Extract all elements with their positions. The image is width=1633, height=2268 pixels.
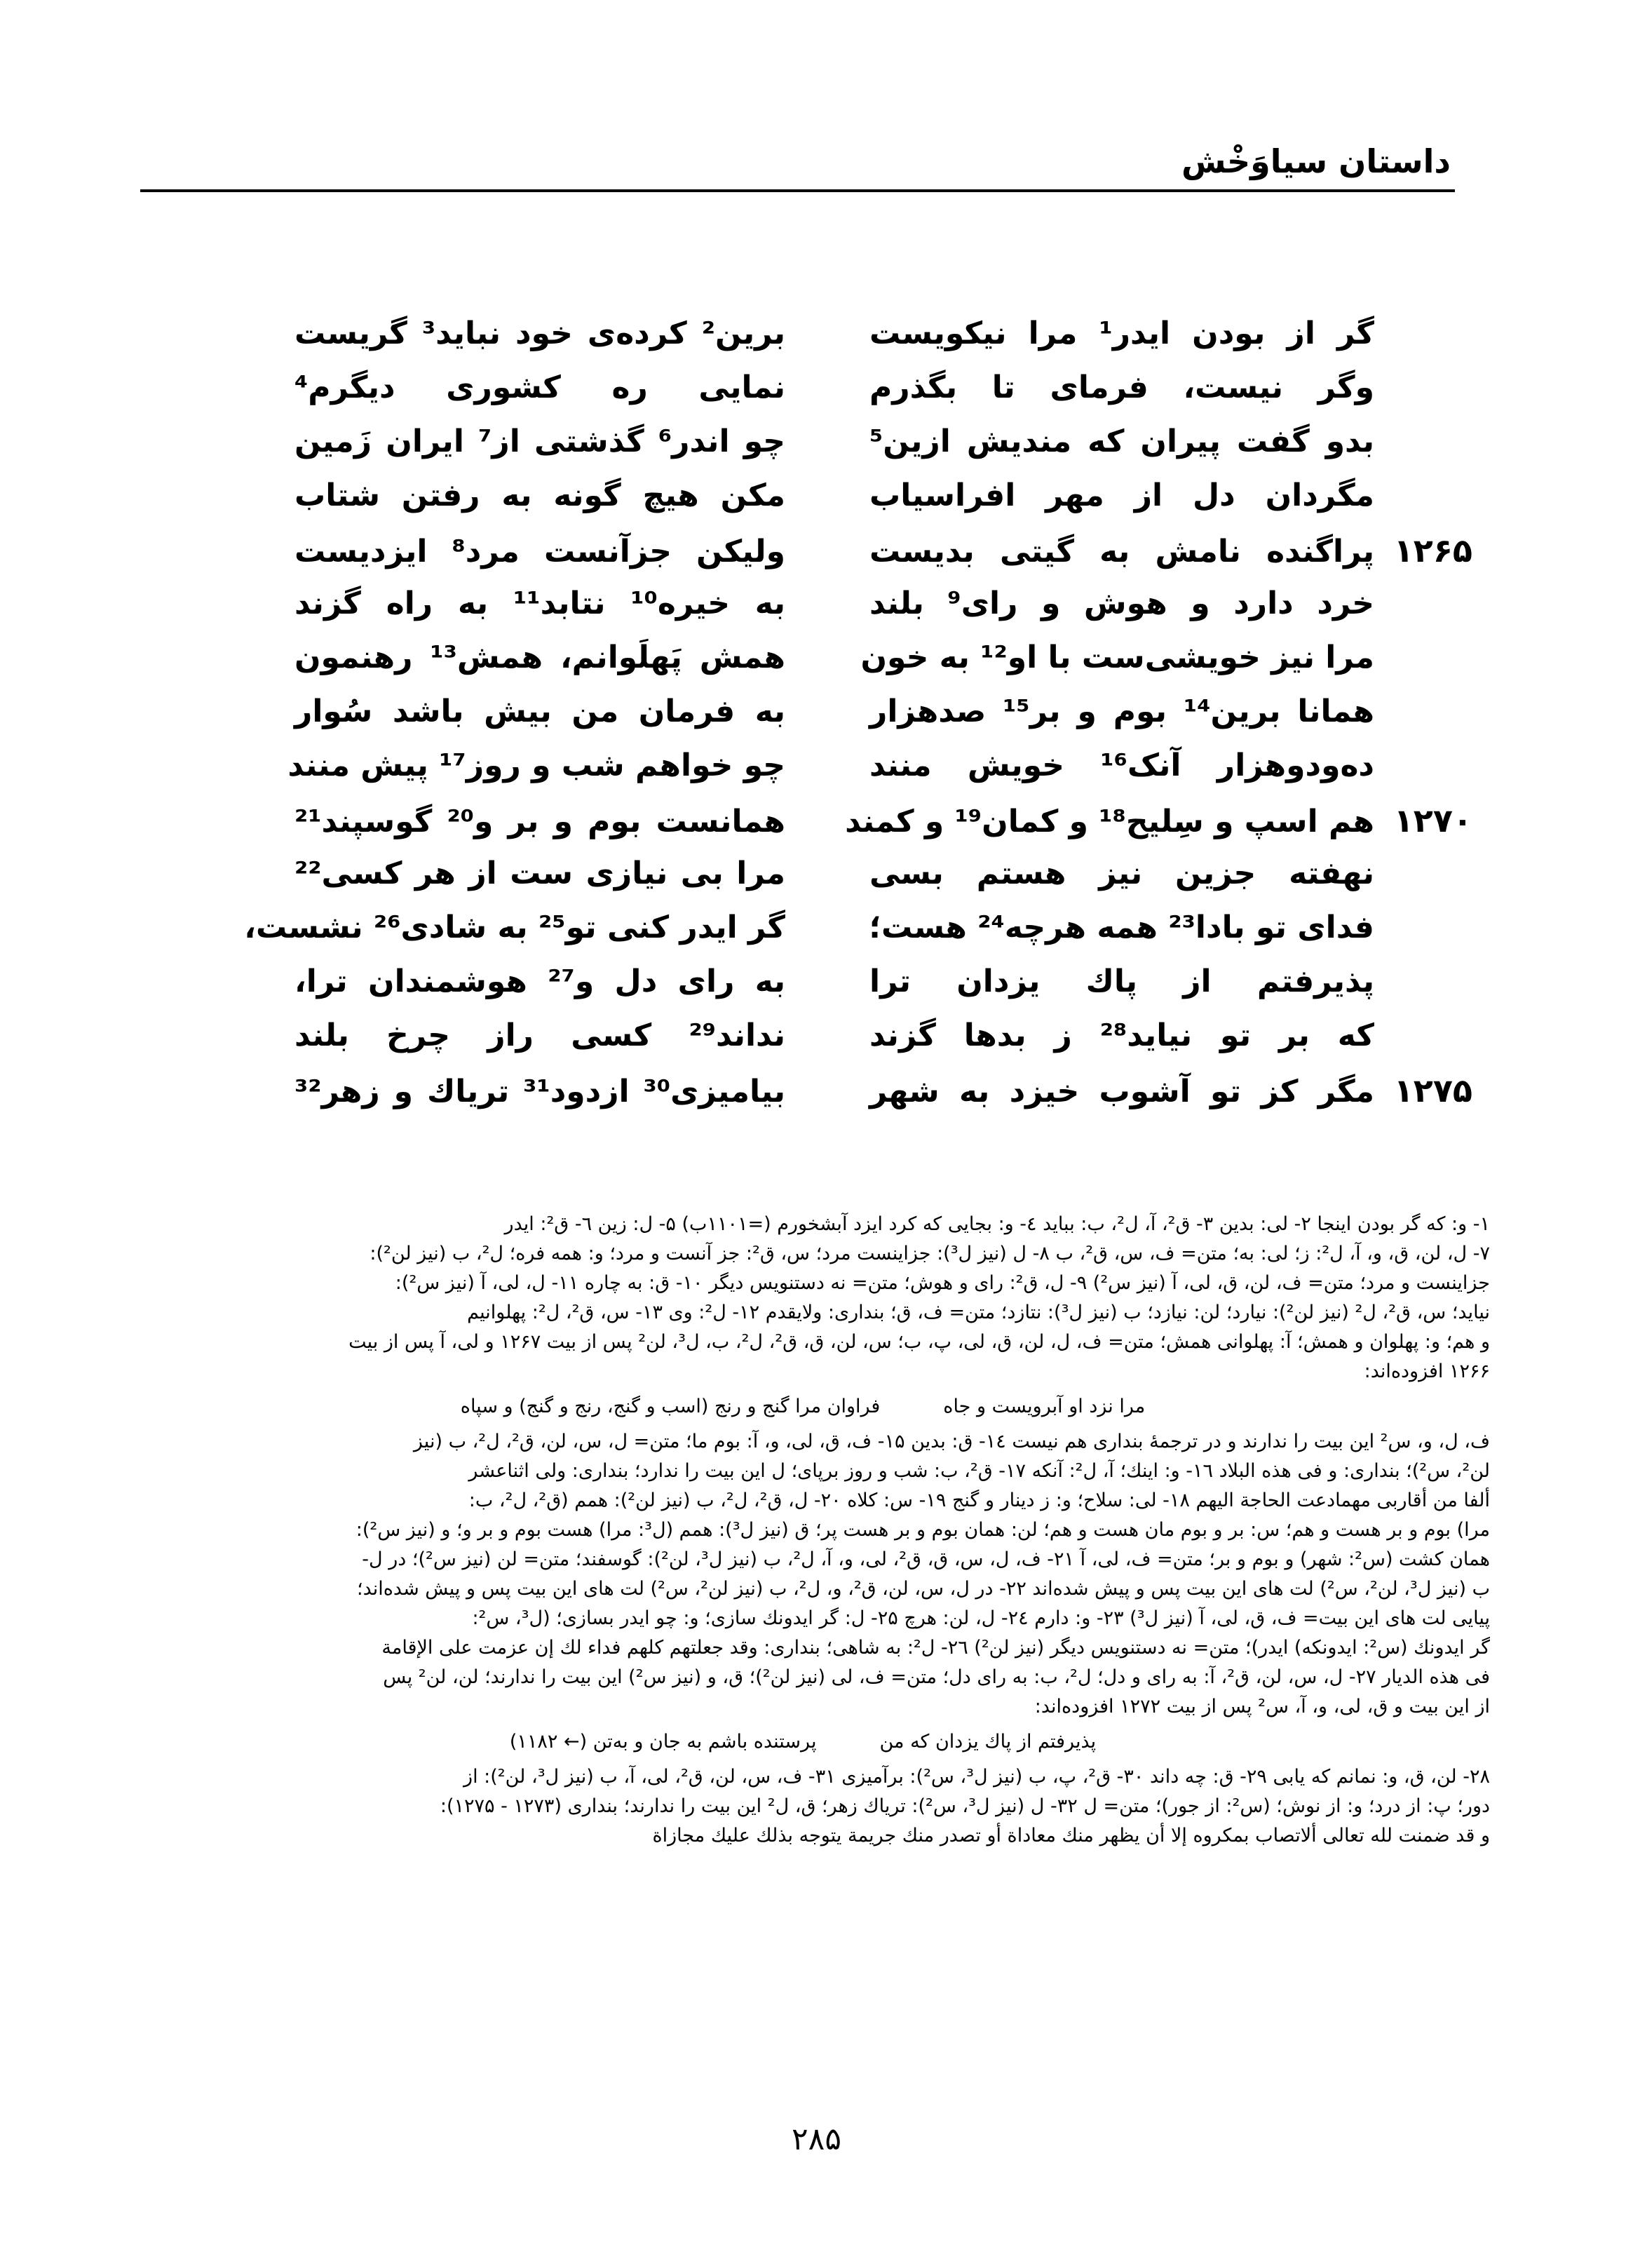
hemistich-first: پذیرفتم از پاك یزدان ترا [869,964,1374,999]
hemistich-first: فدای تو بادا²³ همه هرچه²⁴ هست؛ [869,910,1374,945]
hemistich-first: که بر تو نیاید²⁸ ز بدها گزند [869,1018,1374,1053]
hemistich-second: همانست بوم و بر و²⁰ گوسپند²¹ [294,804,785,839]
hemistich-second: چو خواهم شب و روز¹⁷ پیش منند [287,748,785,783]
bayt [210,964,1472,1018]
footnote-line: جزاینست و مرد؛ متن= ف، لن، ق، لی، آ (نیز س²) ۹- ل، ق²: رای و هوش؛ متن= نه دستنویس دیگر ۱۰- ق: به چاره ۱۱- ل، لی، آ (نیز س²): [395,1272,1490,1294]
added-verse-second: فراوان مرا گنج و رنج (اسب و گنج، رنج و گنج) و سپاه [460,1396,881,1417]
bayt-number: ۱۲۷۰ [1393,802,1472,839]
footnote-added-verse [116,1722,1490,1762]
bayt [210,640,1472,694]
hemistich-first: وگر نیست، فرمای تا بگذرم [869,370,1374,405]
footnote-line: ۱۲۶۶ افزوده‌اند: [1364,1361,1490,1382]
hemistich-first: همانا برین¹⁴ بوم و بر¹⁵ صدهزار [869,694,1374,729]
bayt [210,910,1472,964]
footnote-line: گر ایدونك (س²: ایدونکه) ایدر)؛ متن= نه دستنویس دیگر (نیز لن²) ۲٦- ل²: به شاهی؛ بنداری: وقد جعلتهم کلهم فداء لك إن عزمت علی الإقامة [381,1637,1490,1659]
hemistich-first: مگر کز تو آشوب خیزد به شهر [869,1074,1374,1109]
hemistich-first: پراگنده نامش به گیتی بدیست [869,534,1374,569]
added-verse-first: مرا نزد او آبرویست و جاه [943,1396,1146,1417]
hemistich-second: به خیره¹⁰ نتابد¹¹ به راه گزند [294,586,785,621]
bayt [210,424,1472,478]
bayt [210,478,1472,532]
hemistich-first: مرا نیز خویشی‌ست با او¹² به خون [860,640,1374,675]
bayt [210,370,1472,424]
bayt [210,856,1472,910]
hemistich-first: ده‌ودوهزار آنک¹⁶ خویش منند [869,748,1374,783]
bayt [210,586,1472,640]
footnote-line: پیایی لت های این بیت= ف، ق، لی، آ (نیز ل³) ۲۳- و: دارم ۲٤- ل، لن: هرچ ۲۵- ل: گر ایدونك سازی؛ و: چو ایدر بسازی؛ (ل³، س²: [472,1607,1490,1629]
hemistich-second: به رای دل و²⁷ هوشمندان ترا، [294,964,785,999]
bayt [210,748,1472,802]
hemistich-first: گر از بودن ایدر¹ مرا نیکویست [869,316,1374,351]
bayt [210,802,1472,856]
running-header [140,140,1455,182]
hemistich-first: خرد دارد و هوش و رای⁹ بلند [869,586,1374,621]
footnote-line: ف، ل، و، س² این بیت را ندارند و در ترجمهٔ بنداری هم نیست ١٤- ق: بدین ۱۵- ف، ق، لی، و، آ: بوم ما؛ متن= ل، س، لن، ق²، ل²، ب (نیز [413,1431,1490,1452]
footnote-added-verse [116,1386,1490,1427]
footnote-line: و قد ضمنت لله تعالی ألاتصاب بمکروه إلا أن یظهر منك معاداة أو تصدر منك جریمة یتوجه بذلك علیك مجازاة [652,1825,1490,1847]
hemistich-second: نداند²⁹ کسی راز چرخ بلند [294,1018,785,1053]
hemistich-second: مکن هیچ گونه به رفتن شتاب [294,478,785,513]
hemistich-second: به فرمان من بیش باشد سُوار [294,694,785,729]
bayt [210,532,1472,586]
footnote-line: مرا) بوم و بر هست و هم؛ س: بر و بوم مان هست و هم؛ لن: همان بوم و بر هست پر؛ ق (نیز ل³): همم (ل³: مرا) هست بوم و بر و؛ و (نیز س²): [355,1519,1490,1541]
footnote-line: نیاید؛ س، ق²، ل² (نیز لن²): نیارد؛ لن: نیازد؛ ب (نیز ل³): نتازد؛ متن= ف، ق؛ بنداری: ولایقدم ۱۲- ل²: وی ۱۳- س، ق²، ل²: پهلوانیم [467,1302,1490,1323]
footnotes [116,1210,1490,1851]
footnote-line: همان کشت (س²: شهر) و بوم و بر؛ متن= ف، لی، آ ۲۱- ف، ل، س، ق، ق²، لی، و، آ، ل²، ب (نیز ل³، لن²): گوسفند؛ متن= لن (نیز س²)؛ در ل- [362,1548,1490,1570]
footnote-line: ألفا من أقاربی مهمادعت الحاجة الیهم ۱۸- لی: سلاح؛ و: ز دینار و گنج ۱۹- س: کلاه ۲۰- ل، ق²، ل²، ب (نیز لن²): همم (ق²، ل²، ب: [468,1490,1490,1511]
poem-body [210,316,1472,1126]
footnote-line: فی هذه الدیار ۲۷- ل، س، لن، ق²، آ: به رای و دل؛ ل²، ب: به رای دل؛ متن= ف، لی (نیز لن²)؛ ق، و (نیز س²) این بیت را ندارند؛ لن، لن² پس [383,1666,1490,1688]
hemistich-first: نهفته جزین نیز هستم بسی [869,856,1374,891]
hemistich-first: مگردان دل از مهر افراسیاب [869,478,1374,513]
added-verse-second: پرستنده باشم به جان و به‌تن (← ۱۱۸۲) [509,1731,817,1753]
hemistich-second: برین² کرده‌ی خود نباید³ گریست [294,316,785,351]
footnote-line: ۲۸- لن، ق، و: نمانم که یابی ۲۹- ق: چه داند ۳۰- ق²، پ، ب (نیز ل³، س²): برآمیزی ۳۱- ف، س، لن، ق²، لی، آ، ب (نیز ل³، لن²): از [463,1766,1490,1788]
hemistich-second: بیامیزی³⁰ ازدود³¹ تریاك و زهر³² [294,1074,785,1109]
footnote-line: ب (نیز ل³، لن²، س²) لت های این بیت پس و پیش شده‌اند ۲۲- در ل، س، لن، ق²، و، ل²، ب (نیز لن²، س²) لت های این بیت پس و پیش شده‌اند؛ [357,1578,1490,1600]
footnote-line: از این بیت و ق، لی، و، آ، س² پس از بیت ۱۲۷۲ افزوده‌اند: [1034,1696,1490,1717]
bayt-number: ۱۲۷۵ [1393,1072,1472,1109]
footnote-line: لن²، س²)؛ بنداری: و فی هذه البلاد ۱٦- و: اینك؛ آ، ل²: آنکه ۱۷- ق²، ب: شب و روز برپای؛ ل این بیت را ندارد؛ بنداری: ولی اثناعشر [468,1460,1490,1482]
chapter-title: داستان سیاوَخْش [1181,142,1451,180]
added-verse-first: پذیرفتم از پاك یزدان که من [879,1731,1097,1753]
hemistich-first: هم اسپ و سِلیح¹⁸ و کمان¹⁹ و کمند [845,804,1374,839]
hemistich-second: ولیکن جزآنست مرد⁸ ایزدیست [294,534,786,569]
footnote-line: دور؛ پ: از درد؛ و: از نوش؛ (س²: از جور)؛ متن= ل ۳۲- ل (نیز ل³، س²): تریاك زهر؛ ق، ل² این بیت را ندارند؛ بنداری (۱۲۷۳ - ۱۲۷۵): [440,1795,1490,1817]
footnote-line: و هم؛ و: پهلوان و همش؛ آ: پهلوانی همش؛ متن= ف، ل، لن، ق، لی، پ، ب؛ س، لن، ق، ق²، ل²، ب، ل³، لن² پس از بیت ۱۲۶۷ و لی، آ پس از بیت [348,1331,1490,1353]
hemistich-second: نمایی ره کشوری دیگرم⁴ [294,370,785,405]
bayt-number: ۱۲۶۵ [1393,532,1472,569]
header-rule [140,189,1455,192]
footnote-line: ۷- ل، لن، ق، و، آ، ل²: ز؛ لی: به؛ متن= ف، س، ق²، ب ۸- ل (نیز ل³): جزاینست مرد؛ س، ق²: جز آنست و مرد؛ و: همه فره؛ ل²، ب (نیز لن²): [370,1243,1490,1264]
bayt [210,316,1472,370]
hemistich-first: بدو گفت پیران که مندیش ازین⁵ [869,424,1374,459]
hemistich-second: مرا بی نیازی ست از هر کسی²² [294,856,785,891]
hemistich-second: همش پَهلَوانم، همش¹³ رهنمون [294,640,785,675]
footnote-line: ۱- و: که گر بودن اینجا ۲- لی: بدین ۳- ق²، آ، ل²، ب: بباید ٤- و: بجایی که کرد ایزد آبشخورم (=۱۱۰۱ب) ۵- ل: زین ٦- ق²: ایدر [504,1213,1490,1235]
bayt [210,1072,1472,1126]
page-number: ۲۸۵ [792,2121,841,2157]
bayt [210,1018,1472,1072]
bayt [210,694,1472,748]
hemistich-second: چو اندر⁶ گذشتی از⁷ ایران زَمین [294,424,785,459]
hemistich-second: گر ایدر کنی تو²⁵ به شادی²⁶ نشست، [244,910,785,945]
